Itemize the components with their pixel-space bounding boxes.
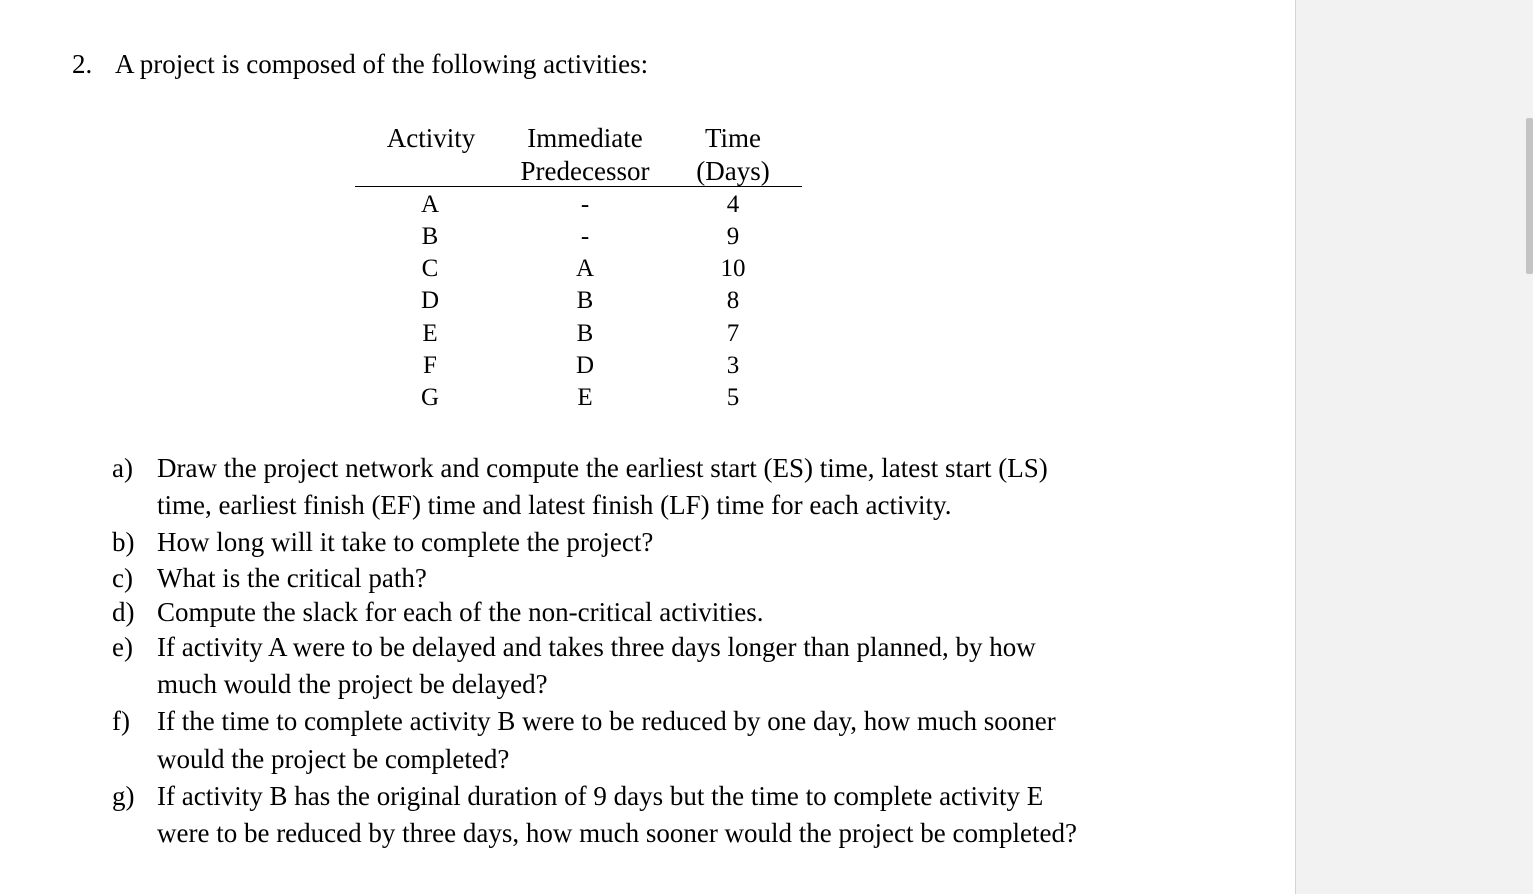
cell-predecessor: E: [577, 384, 593, 411]
sub-question-list: [112, 450, 1077, 852]
cell-predecessor: -: [580, 223, 590, 250]
cell-activity: E: [422, 320, 438, 347]
sub-question-label: e): [112, 632, 133, 662]
sub-question-g: [112, 778, 1077, 852]
cell-time: 7: [726, 320, 740, 347]
side-panel: [1295, 0, 1533, 894]
header-activity: Activity: [386, 123, 476, 153]
sub-question-f: [112, 703, 1077, 778]
header-time-line2: (Days): [696, 156, 770, 186]
cell-predecessor: D: [575, 352, 595, 379]
cell-activity: B: [421, 223, 439, 250]
cell-time: 10: [720, 255, 746, 282]
vertical-scrollbar-thumb[interactable]: [1526, 118, 1533, 274]
sub-question-text: What is the critical path?: [157, 563, 427, 593]
cell-predecessor: -: [580, 191, 590, 218]
header-predecessor-line1: Immediate: [527, 123, 643, 153]
cell-predecessor: B: [576, 287, 594, 314]
cell-predecessor: A: [575, 255, 595, 282]
question-heading: [72, 46, 648, 82]
sub-question-label: d): [112, 597, 135, 627]
question-number: 2.: [72, 49, 93, 79]
sub-question-label: c): [112, 563, 133, 593]
table-header-rule: [355, 186, 802, 187]
sub-question-b: [112, 524, 1077, 561]
sub-question-text: If activity B has the original duration of 9 days but the time to complete activity E were to be reduced by three days, how much sooner would the project be completed?: [157, 781, 1077, 848]
sub-question-text: If the time to complete activity B were to be reduced by one day, how much sooner would the project be completed?: [157, 706, 1056, 774]
sub-question-label: a): [112, 453, 133, 483]
cell-predecessor: B: [576, 320, 594, 347]
sub-question-label: g): [112, 781, 135, 811]
cell-time: 9: [726, 223, 740, 250]
cell-activity: F: [423, 352, 437, 379]
cell-activity: C: [421, 255, 439, 282]
sub-question-label: b): [112, 527, 135, 557]
header-predecessor-line2: Predecessor: [520, 156, 650, 186]
sub-question-a: [112, 450, 1077, 524]
cell-time: 3: [726, 352, 740, 379]
question-text: A project is composed of the following activities:: [115, 49, 649, 79]
cell-activity: G: [420, 384, 440, 411]
sub-question-label: f): [112, 706, 130, 736]
header-time-line1: Time: [704, 123, 762, 153]
cell-activity: A: [420, 191, 440, 218]
cell-activity: D: [420, 287, 440, 314]
sub-question-d: [112, 595, 1077, 629]
sub-question-text: Compute the slack for each of the non-critical activities.: [157, 597, 764, 627]
cell-time: 4: [726, 191, 740, 218]
sub-question-text: How long will it take to complete the project?: [157, 527, 654, 557]
cell-time: 8: [726, 287, 740, 314]
sub-question-e: [112, 629, 1077, 703]
sub-question-text: Draw the project network and compute the earliest start (ES) time, latest start (LS) time, earliest finish (EF) time and latest finish (LF) time for each activity.: [157, 453, 1048, 520]
sub-question-c: [112, 561, 1077, 595]
sub-question-text: If activity A were to be delayed and takes three days longer than planned, by how much would the project be delayed?: [157, 632, 1036, 699]
cell-time: 5: [726, 384, 740, 411]
